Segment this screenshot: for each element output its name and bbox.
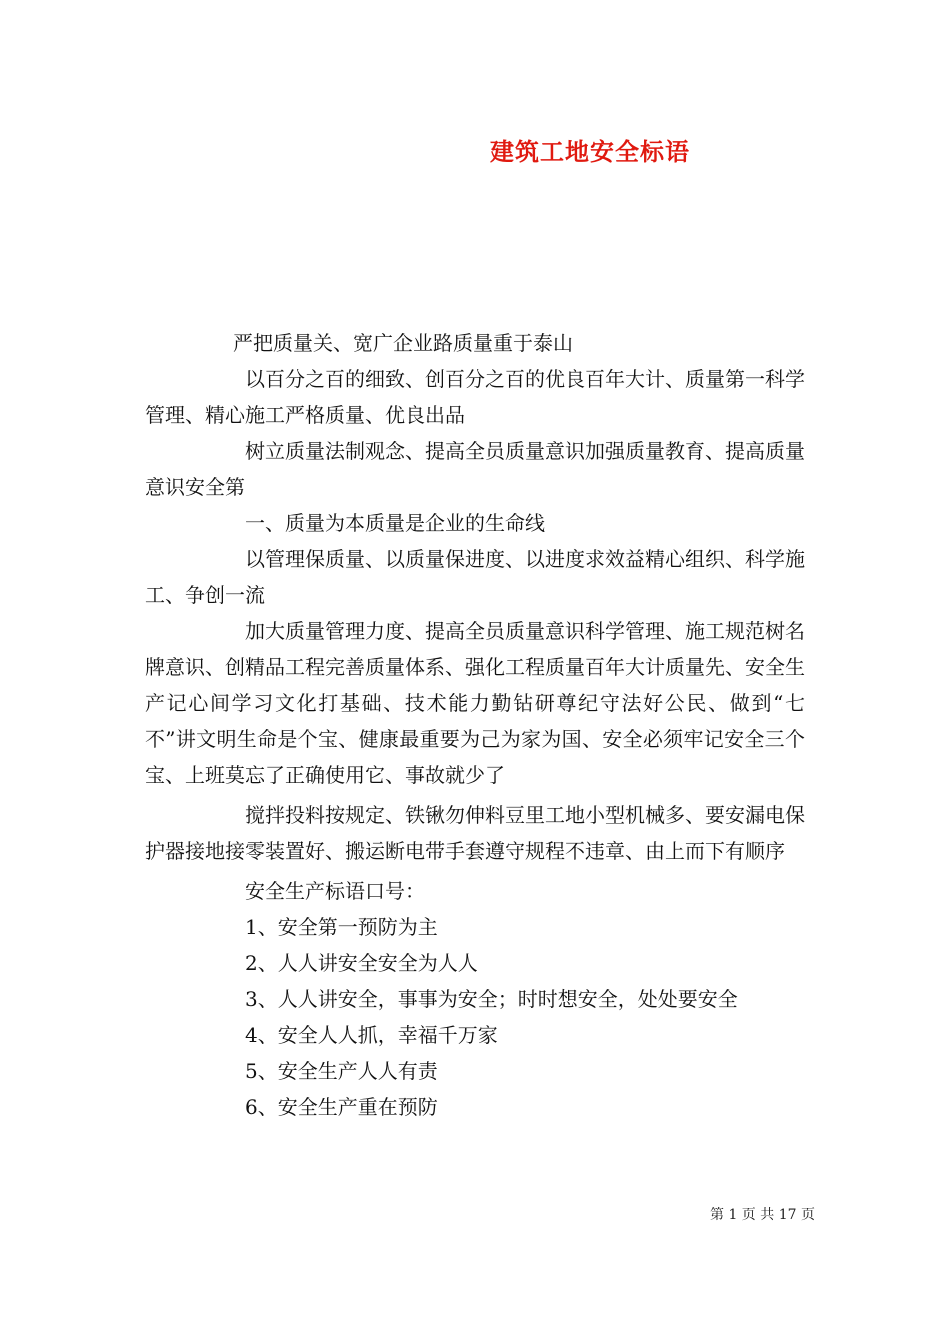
document-title: 建筑工地安全标语 (490, 137, 690, 166)
document-body (145, 361, 805, 1125)
list-item: 5、安全生产人人有责 (245, 1059, 438, 1083)
first-line: 严把质量关、宽广企业路质量重于泰山 (233, 331, 573, 355)
list-item: 1、安全第一预防为主 (245, 915, 438, 939)
paragraph: 树立质量法制观念、提高全员质量意识加强质量教育、提高质量意识安全第 (145, 439, 805, 499)
paragraph: 一、质量为本质量是企业的生命线 (245, 511, 545, 535)
paragraph: 以管理保质量、以质量保进度、以进度求效益精心组织、科学施工、争创一流 (145, 547, 805, 607)
list-item: 2、人人讲安全安全为人人 (245, 951, 478, 975)
list-item: 3、人人讲安全，事事为安全；时时想安全，处处要安全 (245, 987, 738, 1011)
paragraph: 加大质量管理力度、提高全员质量意识科学管理、施工规范树名牌意识、创精品工程完善质量体系、强化工程质量百年大计质量先、安全生产记心间学习文化打基础、技术能力勤钻研尊纪守法好公民、做到“七不”讲文明生命是个宝、健康最重要为己为家为国、安全必须牢记安全三个宝、上班莫忘了正确使用它、事故就少了 (145, 619, 805, 787)
paragraph: 搅拌投料按规定、铁锹勿伸料豆里工地小型机械多、要安漏电保护器接地接零装置好、搬运断电带手套遵守规程不违章、由上而下有顺序 (145, 803, 805, 863)
paragraph: 以百分之百的细致、创百分之百的优良百年大计、质量第一科学管理、精心施工严格质量、优良出品 (145, 367, 805, 427)
list-item: 6、安全生产重在预防 (245, 1095, 438, 1119)
list-item: 4、安全人人抓，幸福千万家 (245, 1023, 498, 1047)
paragraph: 安全生产标语口号： (245, 879, 425, 903)
page-number: 第 1 页 共 17 页 (710, 1207, 815, 1223)
